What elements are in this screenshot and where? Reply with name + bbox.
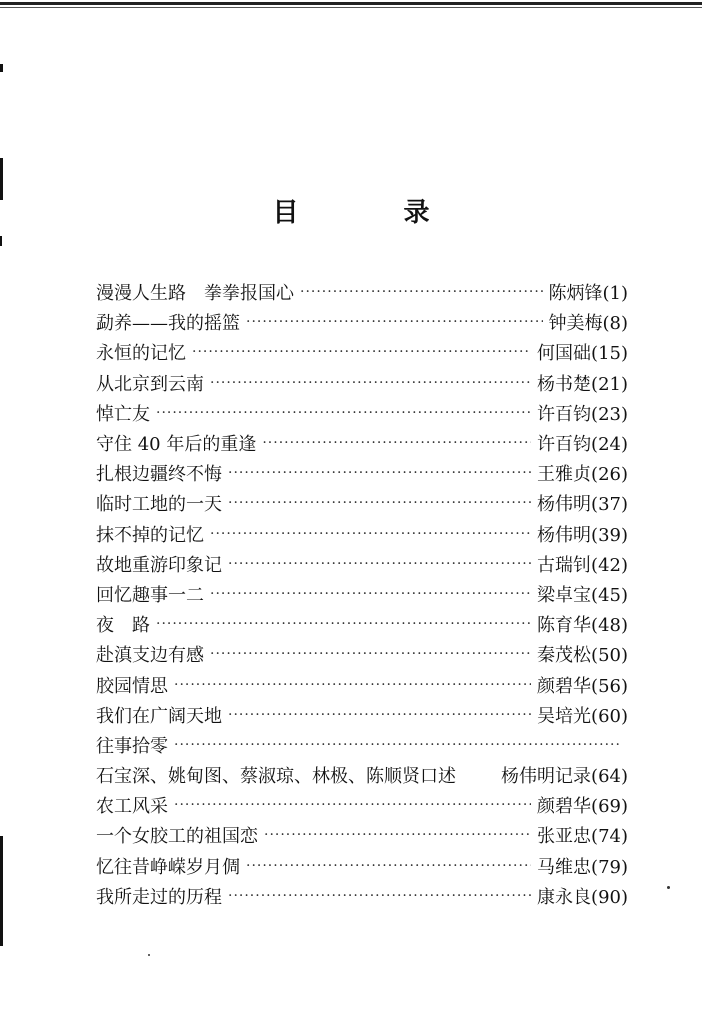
toc-entry-title: 赴滇支边有感: [96, 645, 204, 667]
dot-leader: [174, 737, 622, 753]
toc-entry[interactable]: [96, 579, 628, 609]
toc-entry[interactable]: [96, 488, 628, 518]
toc-entry-author-page: 钟美梅(8): [548, 313, 628, 335]
toc-entry-author-page: 颜碧华(56): [537, 675, 628, 697]
toc-entry-title: 抹不掉的记忆: [96, 524, 204, 546]
toc-entry-title: 扎根边疆终不悔: [96, 464, 222, 486]
margin-mark: [0, 236, 2, 246]
toc-entry-author-page: 王雅贞(26): [537, 464, 628, 486]
dot-leader: [300, 284, 543, 300]
toc-entry-title: 农工风采: [96, 796, 168, 818]
toc-entry[interactable]: [96, 881, 628, 911]
dot-leader: [210, 586, 531, 602]
toc-entry-title: 永恒的记忆: [96, 343, 186, 365]
toc-entry-title: 漫漫人生路 拳拳报国心: [96, 283, 294, 305]
toc-entry-author-page: 马维忠(79): [537, 856, 628, 878]
toc-entry-title: 我所走过的历程: [96, 886, 222, 908]
toc-entry-title: 勐养——我的摇篮: [96, 313, 240, 335]
toc-entry-title: 胶园情思: [96, 675, 168, 697]
dot-leader: [156, 616, 531, 632]
toc-entry-author-page: 陈炳锋(1): [548, 283, 628, 305]
toc-entry[interactable]: [96, 669, 628, 699]
toc-entry-title: 石宝深、姚甸图、蔡淑琼、林极、陈顺贤口述: [96, 766, 456, 788]
toc-entry[interactable]: [96, 609, 628, 639]
toc-entry[interactable]: [96, 277, 628, 307]
toc-entry-title: 临时工地的一天: [96, 494, 222, 516]
margin-mark: [0, 836, 3, 946]
toc-entry[interactable]: [96, 851, 628, 881]
dot-leader: [174, 677, 531, 693]
toc-entry-author-page: 古瑞钊(42): [537, 554, 628, 576]
toc-entry[interactable]: [96, 820, 628, 850]
dot-leader: [156, 405, 531, 421]
toc-entry-author-page: 杨书楚(21): [537, 373, 628, 395]
toc-entry-author-page: 杨伟明(37): [537, 494, 628, 516]
toc-entry[interactable]: [96, 428, 628, 458]
toc-entry-title: 夜 路: [96, 615, 150, 637]
dot-leader: [264, 827, 531, 843]
toc-entry-author-page: 杨伟明(39): [537, 524, 628, 546]
dot-leader: [228, 465, 531, 481]
toc-entry-author-page: 颜碧华(69): [537, 796, 628, 818]
toc-entry-title: 故地重游印象记: [96, 554, 222, 576]
toc-entry[interactable]: [96, 730, 628, 760]
top-rule: [0, 2, 702, 5]
toc-entry[interactable]: [96, 398, 628, 428]
toc-entry-title: 从北京到云南: [96, 373, 204, 395]
scan-speck: [667, 886, 670, 889]
toc-entry[interactable]: [96, 700, 628, 730]
dot-leader: [262, 435, 531, 451]
toc-entry[interactable]: [96, 549, 628, 579]
toc-entry-title: 守住 40 年后的重逢: [96, 434, 257, 456]
toc-entry-title: 我们在广阔天地: [96, 705, 222, 727]
dot-leader: [210, 646, 531, 662]
toc-entry-author-page: 许百钧(23): [537, 403, 628, 425]
dot-leader: [174, 797, 531, 813]
toc-entry-author-page: 吴培光(60): [537, 705, 628, 727]
dot-leader: [228, 888, 531, 904]
toc-entry[interactable]: [96, 307, 628, 337]
dot-leader: [210, 375, 531, 391]
table-of-contents: [96, 277, 628, 911]
dot-leader: [246, 858, 531, 874]
top-rule-thin: [0, 7, 702, 8]
toc-entry-title: 悼亡友: [96, 403, 150, 425]
page-title: 目 录: [272, 198, 478, 228]
toc-entry-author-page: 何国础(15): [537, 343, 628, 365]
toc-entry-author-page: 康永良(90): [537, 886, 628, 908]
toc-entry[interactable]: [96, 790, 628, 820]
toc-entry-author-page: 许百钧(24): [537, 434, 628, 456]
toc-entry[interactable]: [96, 458, 628, 488]
toc-entry-author-page: 杨伟明记录(64): [501, 766, 628, 788]
toc-entry-title: 回忆趣事一二: [96, 584, 204, 606]
toc-entry-title: 往事拾零: [96, 735, 168, 757]
toc-entry-author-page: 陈育华(48): [537, 615, 628, 637]
dot-leader: [228, 556, 531, 572]
dot-leader: [192, 344, 531, 360]
scan-speck: [148, 954, 150, 956]
dot-leader: [210, 526, 531, 542]
toc-entry-title: 一个女胶工的祖国恋: [96, 826, 258, 848]
toc-entry[interactable]: [96, 639, 628, 669]
dot-leader: [228, 495, 531, 511]
toc-entry[interactable]: [96, 337, 628, 367]
toc-entry[interactable]: [96, 368, 628, 398]
toc-entry-title: 忆往昔峥嵘岁月倜: [96, 856, 240, 878]
dot-leader: [246, 314, 543, 330]
toc-entry-author-page: 秦茂松(50): [537, 645, 628, 667]
toc-entry[interactable]: [96, 760, 628, 790]
dot-leader: [228, 707, 531, 723]
toc-entry-author-page: 梁卓宝(45): [537, 584, 628, 606]
margin-mark: [0, 64, 3, 72]
toc-entry[interactable]: [96, 519, 628, 549]
toc-entry-author-page: 张亚忠(74): [537, 826, 628, 848]
